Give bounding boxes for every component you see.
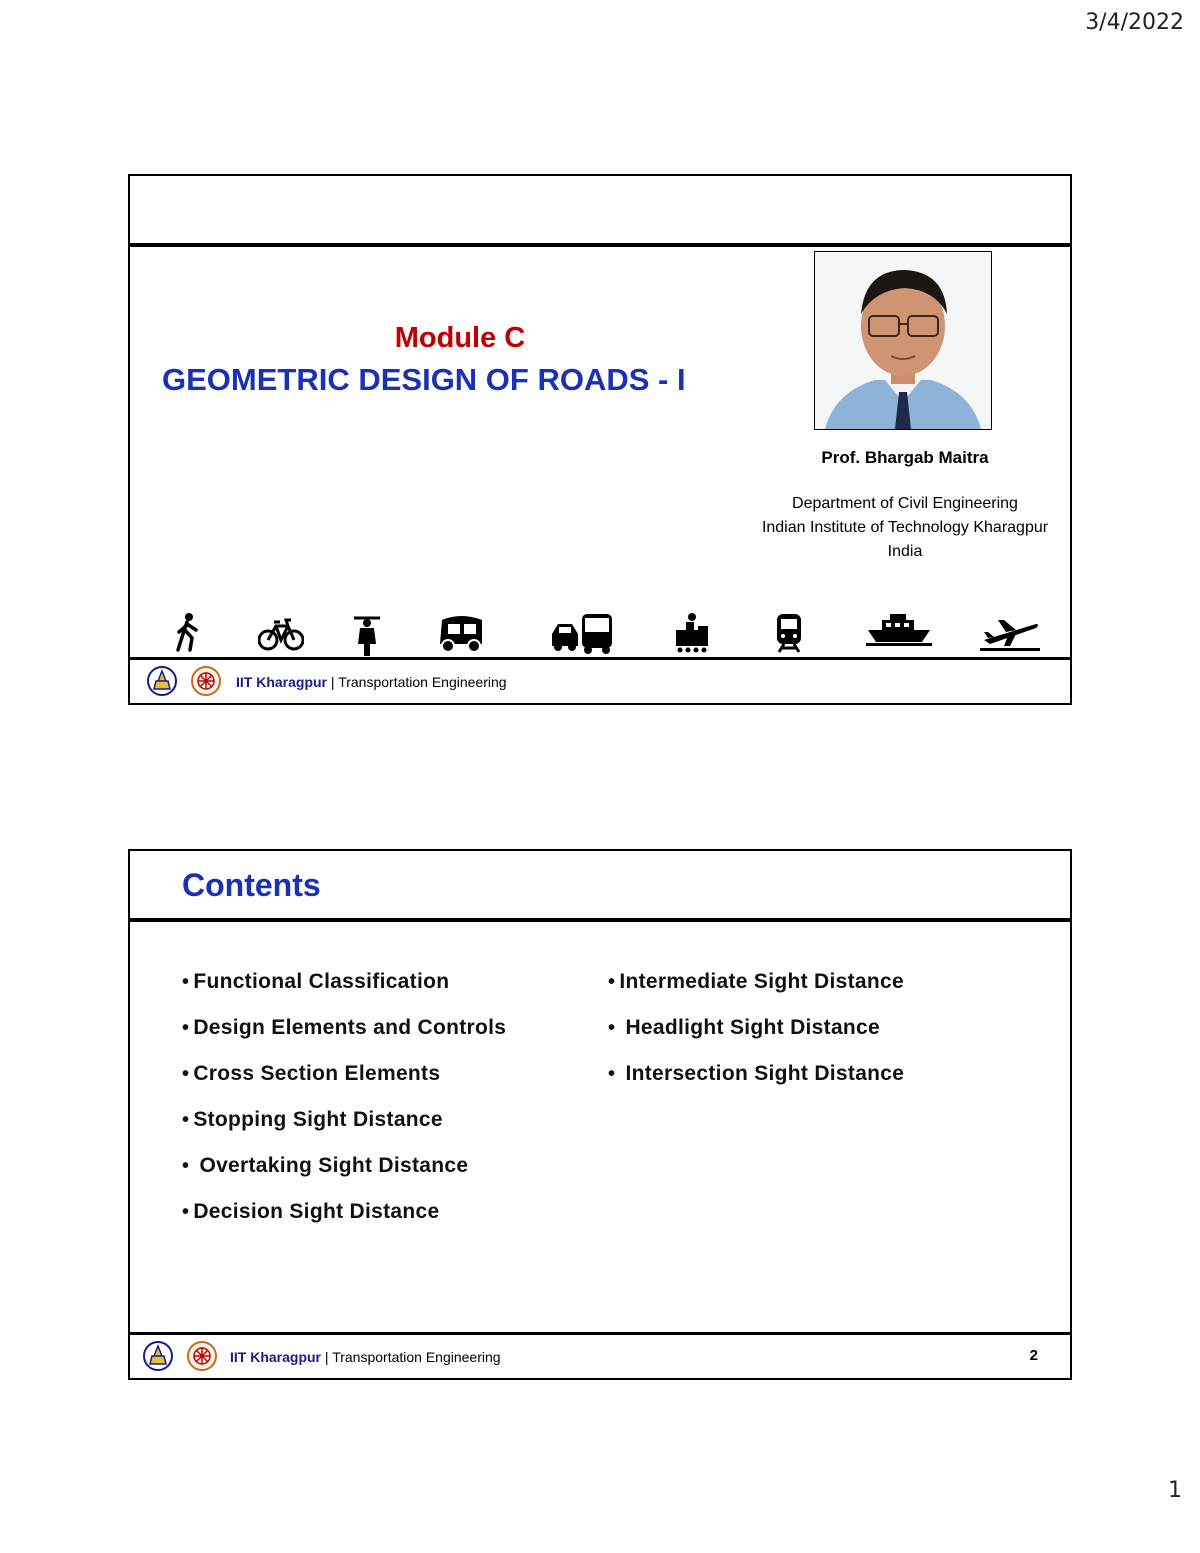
list-item: • Headlight Sight Distance <box>608 1015 904 1061</box>
auto-rickshaw-icon <box>436 612 486 654</box>
iit-logo-icon <box>142 1340 174 1372</box>
metro-train-icon <box>774 612 804 654</box>
car-bus-icon <box>550 612 614 654</box>
list-item: • Intermediate Sight Distance <box>608 969 904 1015</box>
list-item: • Stopping Sight Distance <box>182 1107 506 1153</box>
scooter-icon <box>350 612 384 656</box>
contents-list-right <box>608 969 904 1107</box>
footer-subject: Transportation Engineering <box>332 1349 501 1365</box>
footer-label <box>230 1349 501 1365</box>
slide-footer <box>130 657 1070 703</box>
footer-subject: Transportation Engineering <box>338 674 507 690</box>
list-item: • Functional Classification <box>182 969 506 1015</box>
slide-title-bar <box>130 176 1070 247</box>
professor-photo <box>814 251 992 430</box>
list-item: • Cross Section Elements <box>182 1061 506 1107</box>
list-item: • Design Elements and Controls <box>182 1015 506 1061</box>
footer-org: IIT Kharagpur <box>236 674 328 690</box>
contents-title: Contents <box>182 867 321 903</box>
page-number: 1 <box>1168 1478 1182 1503</box>
ship-icon <box>866 612 932 646</box>
dept-logo-icon <box>186 1340 218 1372</box>
department-line: Department of Civil Engineering <box>792 495 1018 512</box>
institute-line: Indian Institute of Technology Kharagpur <box>761 519 1049 536</box>
footer-label <box>236 674 507 690</box>
walk-icon <box>174 612 200 652</box>
module-label: Module C <box>394 322 526 354</box>
footer-separator: | <box>321 1349 333 1365</box>
bicycle-icon <box>258 612 304 652</box>
list-item: • Intersection Sight Distance <box>608 1061 904 1107</box>
slide-1 <box>128 174 1072 705</box>
contents-list-left <box>182 969 506 1245</box>
slide-title-bar <box>130 851 1070 922</box>
transport-icons-row <box>130 608 1070 658</box>
slide-page-number: 2 <box>1029 1347 1038 1364</box>
airplane-icon <box>980 612 1040 652</box>
steam-train-icon <box>672 612 712 654</box>
dept-logo-icon <box>190 665 222 697</box>
footer-org: IIT Kharagpur <box>230 1349 322 1365</box>
slide-footer <box>130 1332 1070 1378</box>
list-item: • Overtaking Sight Distance <box>182 1153 506 1199</box>
country-line: India <box>887 543 923 560</box>
footer-separator: | <box>327 674 339 690</box>
affiliation <box>720 492 1090 564</box>
module-title: GEOMETRIC DESIGN OF ROADS - I <box>162 362 686 397</box>
iit-logo-icon <box>146 665 178 697</box>
professor-name: Prof. Bhargab Maitra <box>821 448 989 467</box>
list-item: • Decision Sight Distance <box>182 1199 506 1245</box>
page-date: 3/4/2022 <box>1085 10 1184 35</box>
slide-2 <box>128 849 1072 1380</box>
